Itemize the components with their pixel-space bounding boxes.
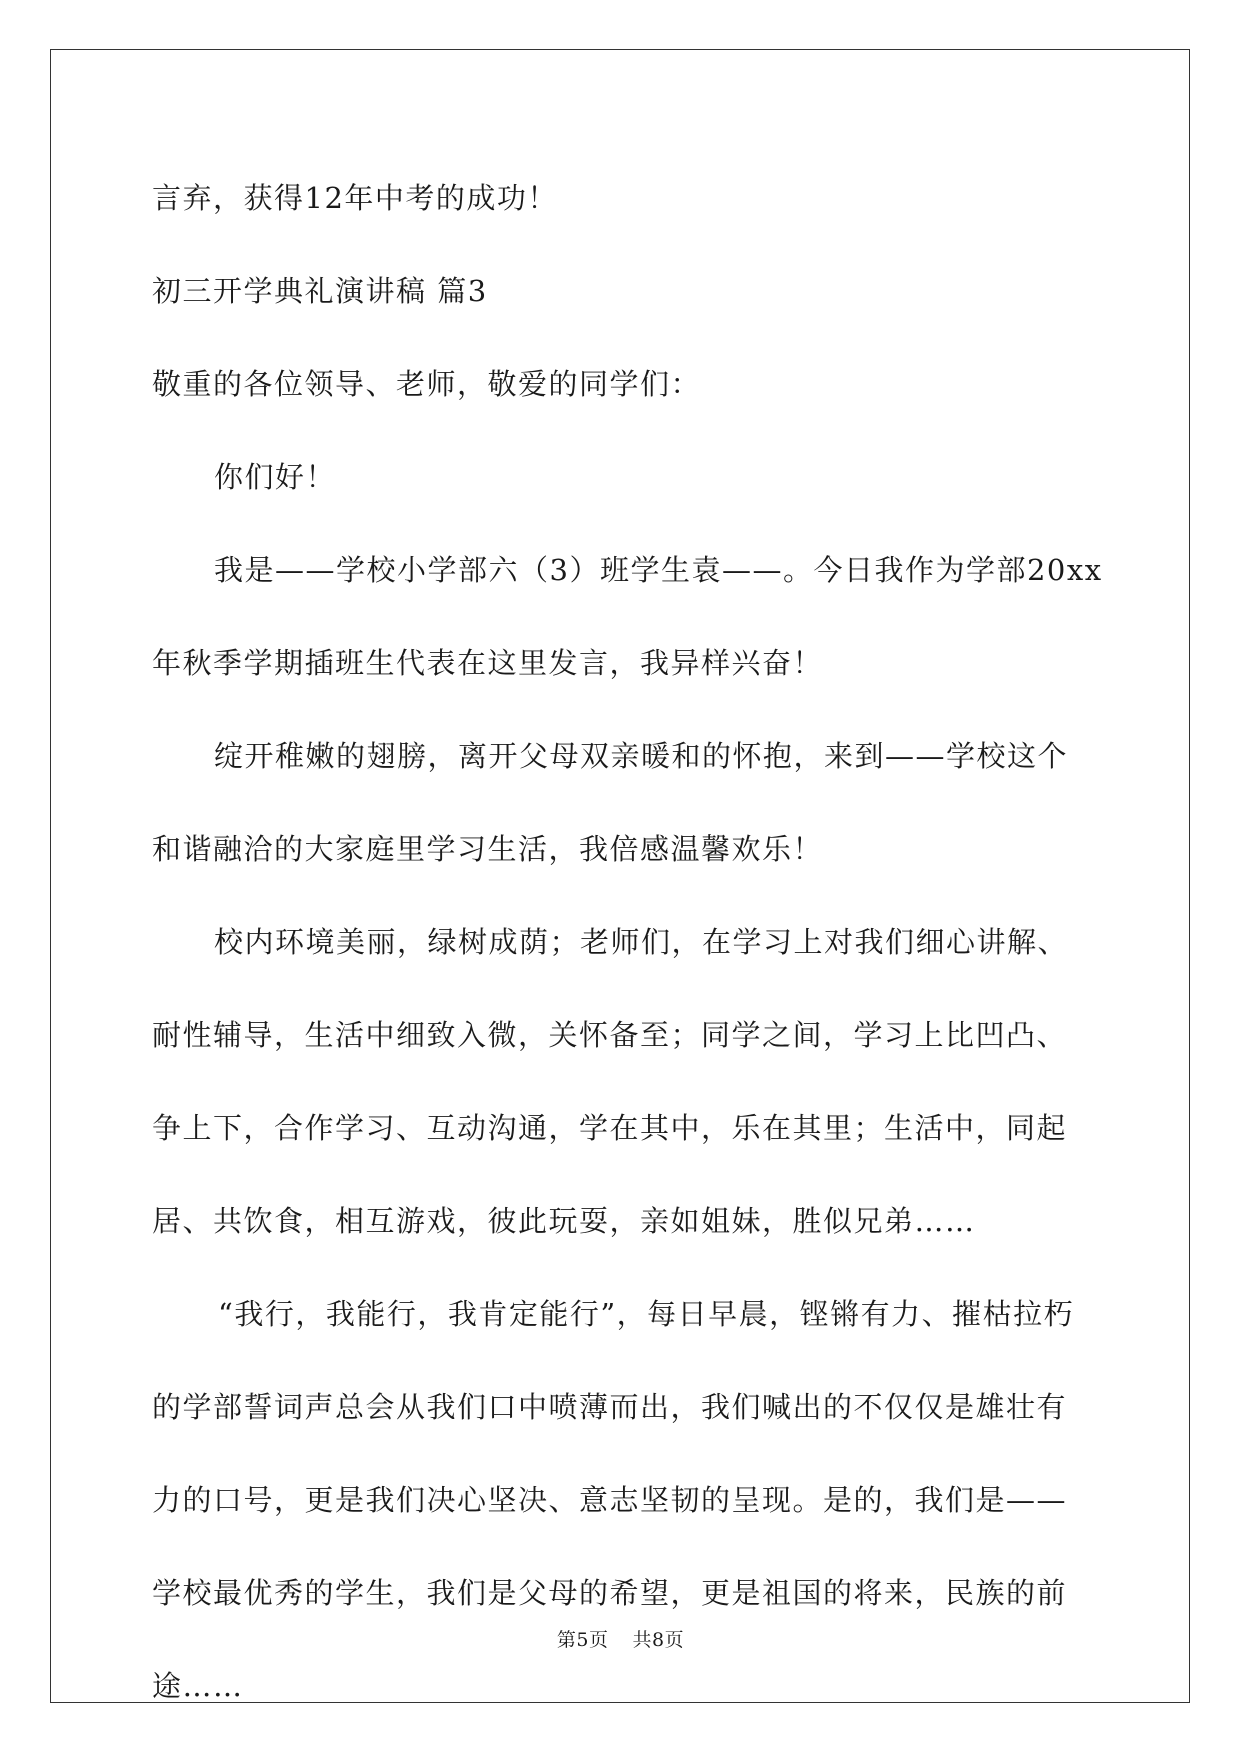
text-line: 绽开稚嫩的翅膀，离开父母双亲暖和的怀抱，来到——学校这个 bbox=[214, 739, 1069, 773]
document-body bbox=[152, 167, 1103, 1717]
page-total: 共8页 bbox=[632, 1629, 685, 1651]
text-line: 学校最优秀的学生，我们是父母的希望，更是祖国的将来，民族的前 bbox=[152, 1576, 1068, 1610]
text-line: 校内环境美丽，绿树成荫；老师们，在学习上对我们细心讲解、 bbox=[214, 925, 1069, 959]
text-line: 你们好！ bbox=[214, 460, 337, 494]
paragraph bbox=[152, 911, 1092, 1252]
text-line: 力的口号，更是我们决心坚决、意志坚韧的呈现。是的，我们是—— bbox=[152, 1483, 1068, 1517]
greeting bbox=[152, 446, 1092, 508]
paragraph-continuation bbox=[152, 167, 1092, 229]
text-line: 言弃，获得12年中考的成功！ bbox=[152, 181, 558, 215]
text-line: 争上下，合作学习、互动沟通，学在其中，乐在其里；生活中，同起 bbox=[152, 1111, 1068, 1145]
text-line: 途…… bbox=[152, 1669, 244, 1703]
salutation bbox=[152, 353, 1092, 415]
paragraph bbox=[152, 725, 1092, 880]
text-line: 我是——学校小学部六（3）班学生袁——。今日我作为学部20xx bbox=[214, 553, 1103, 587]
text-line: 的学部誓词声总会从我们口中喷薄而出，我们喊出的不仅仅是雄壮有 bbox=[152, 1390, 1068, 1424]
text-line: “我行，我能行，我肯定能行”，每日早晨，铿锵有力、摧枯拉朽 bbox=[218, 1297, 1075, 1331]
heading-text: 初三开学典礼演讲稿 篇3 bbox=[152, 274, 488, 308]
page-footer bbox=[0, 1628, 1241, 1652]
text-line: 居、共饮食，相互游戏，彼此玩耍，亲如姐妹，胜似兄弟…… bbox=[152, 1204, 976, 1238]
text-line: 和谐融洽的大家庭里学习生活，我倍感温馨欢乐！ bbox=[152, 832, 824, 866]
paragraph bbox=[152, 539, 1103, 694]
section-heading bbox=[152, 260, 1092, 322]
text-line: 年秋季学期插班生代表在这里发言，我异样兴奋！ bbox=[152, 646, 824, 680]
text-line: 耐性辅导，生活中细致入微，关怀备至；同学之间，学习上比凹凸、 bbox=[152, 1018, 1068, 1052]
text-line: 敬重的各位领导、老师，敬爱的同学们： bbox=[152, 367, 702, 401]
page-number: 第5页 bbox=[556, 1629, 609, 1651]
